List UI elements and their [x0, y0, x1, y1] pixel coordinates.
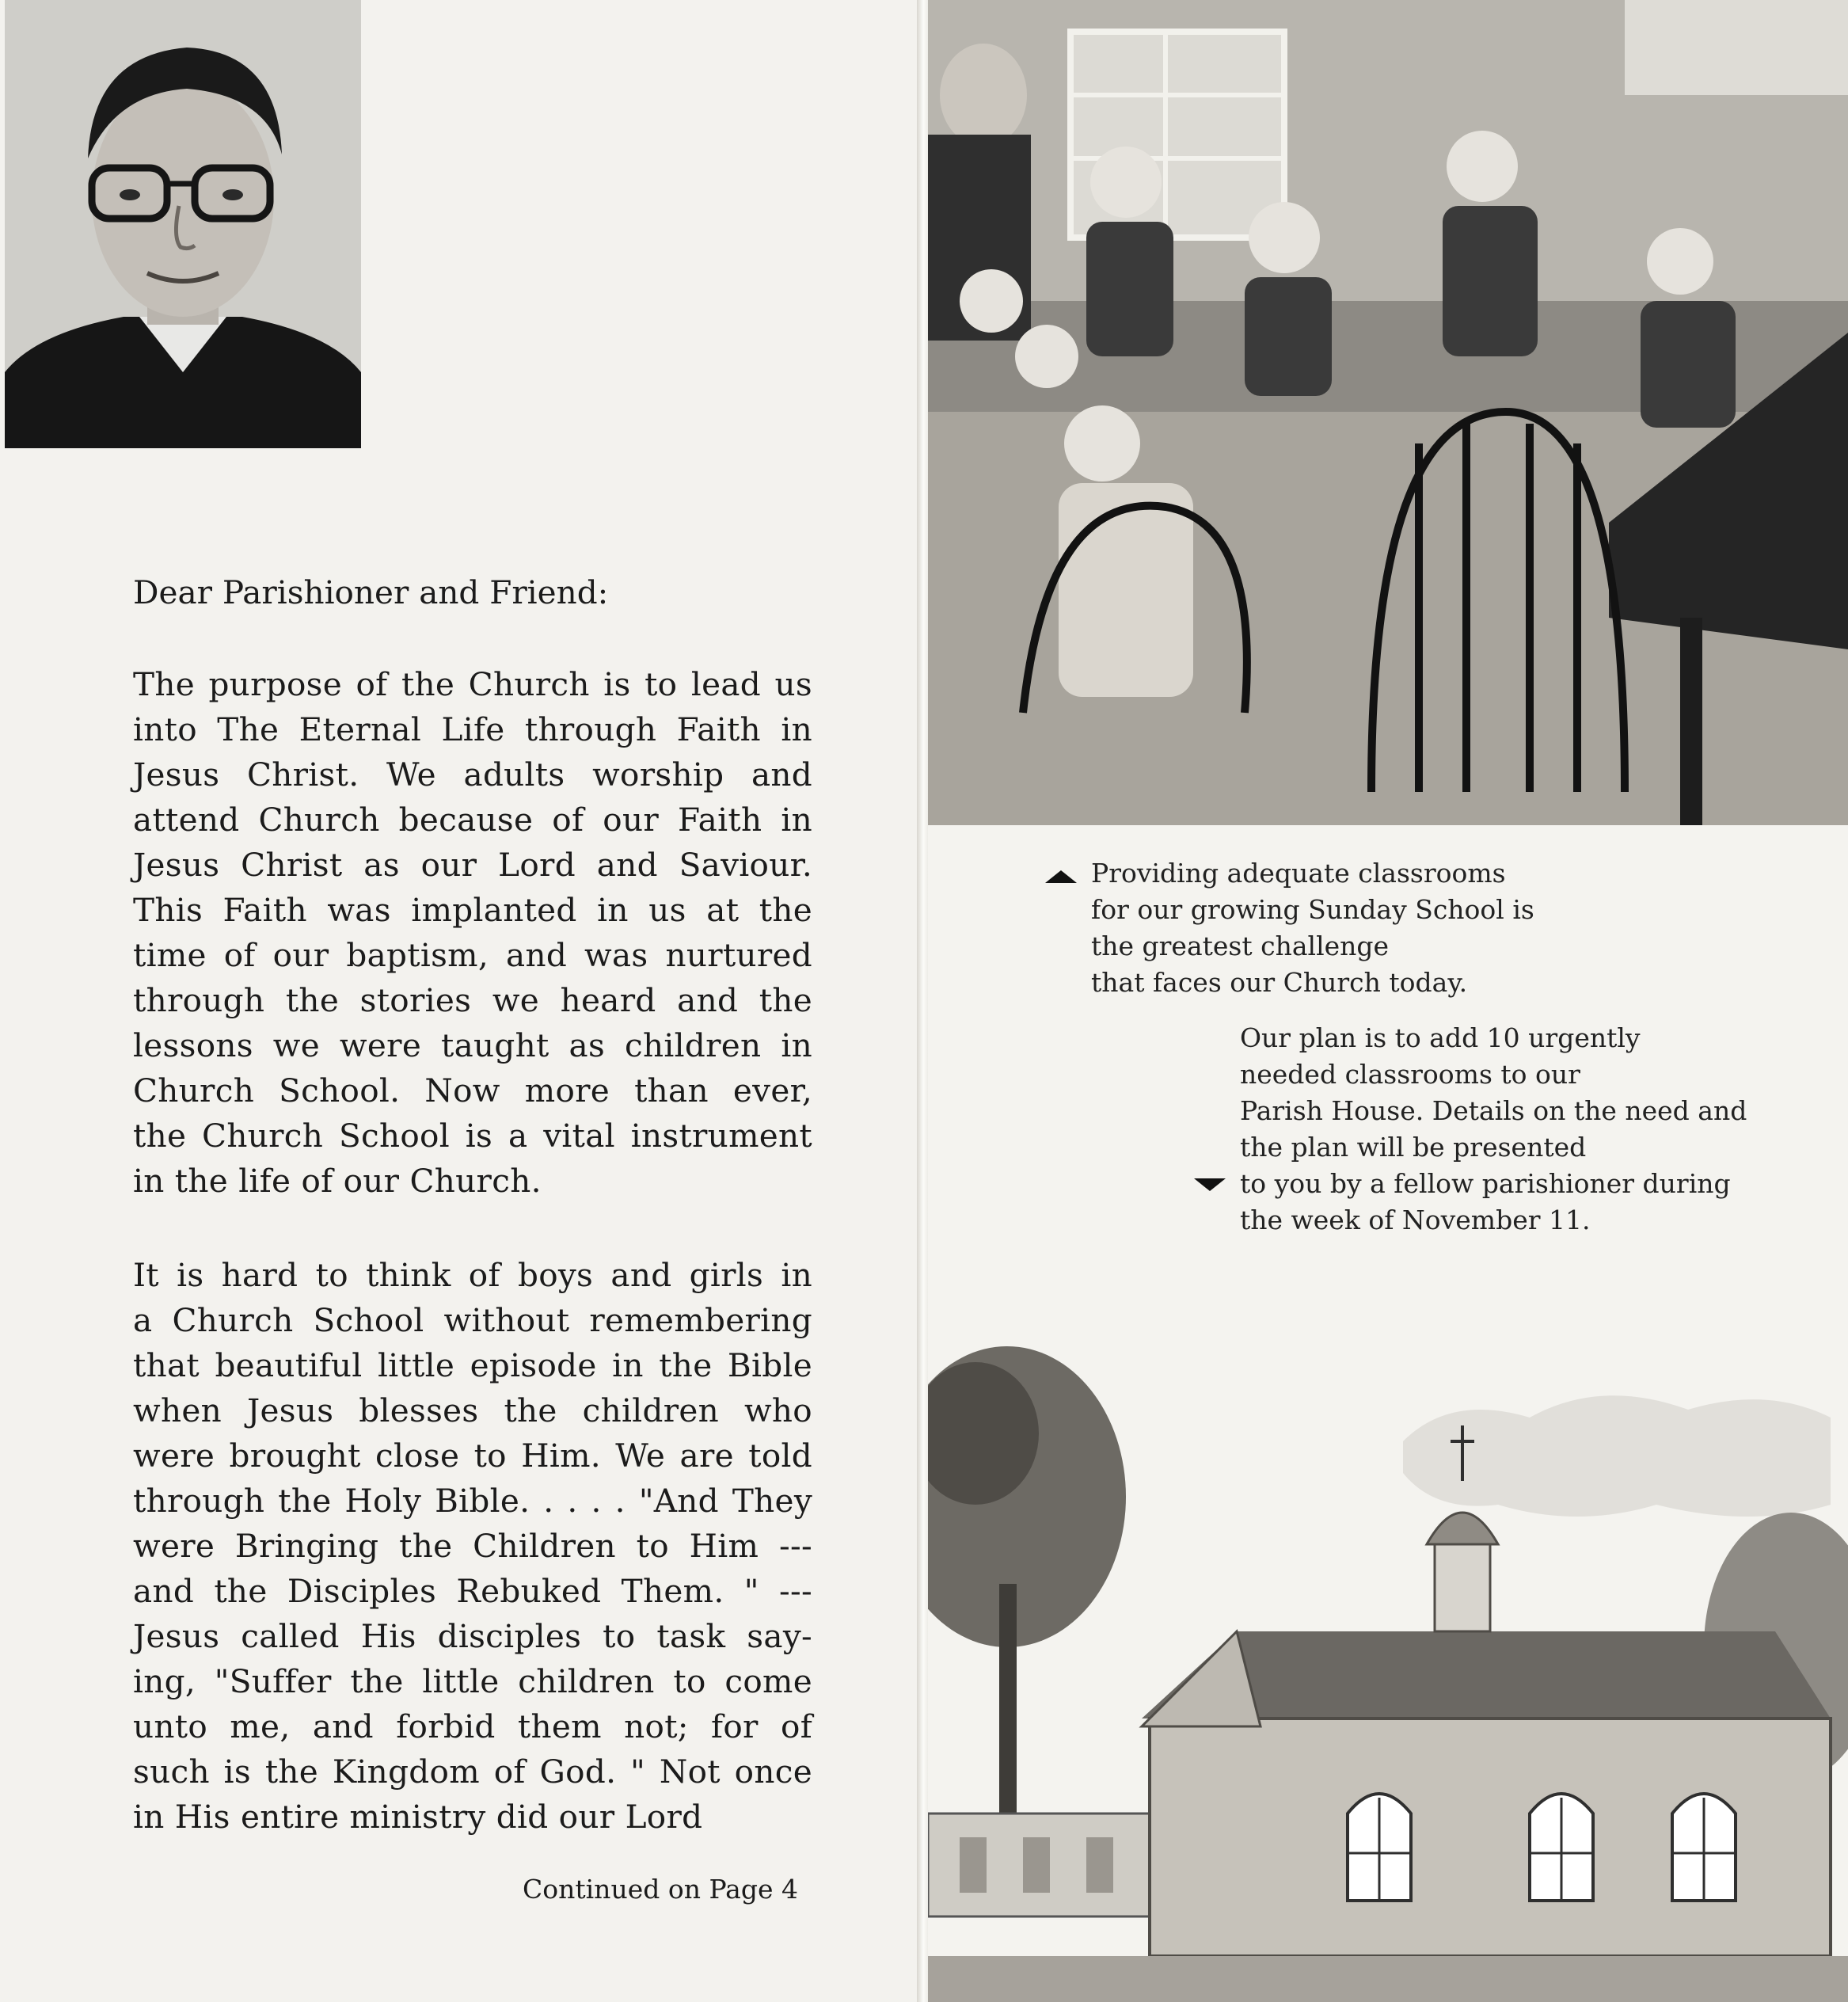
- letter-line: in His entire ministry did our Lord: [133, 1798, 703, 1836]
- letter-line: were brought close to Him. We are told: [133, 1437, 812, 1475]
- caption-line: the plan will be presented: [1240, 1132, 1587, 1163]
- letter-line: when Jesus blesses the children who: [133, 1391, 812, 1429]
- classroom-caption: [1091, 855, 1582, 1001]
- letter-line: lessons we were taught as children in: [133, 1026, 812, 1064]
- letter-line: time of our baptism, and was nurtured: [133, 936, 812, 974]
- letter-line: into The Eternal Life through Faith in: [133, 710, 812, 748]
- pastor-portrait-photo: [5, 0, 361, 448]
- letter-line: This Faith was implanted in us at the: [133, 891, 812, 929]
- caption-line: the greatest challenge: [1091, 931, 1390, 961]
- letter-salutation: Dear Parishioner and Friend:: [133, 573, 609, 611]
- letter-line: in the life of our Church.: [133, 1162, 542, 1200]
- letter-paragraph-1: [133, 662, 812, 1204]
- letter-line: Jesus Christ as our Lord and Saviour.: [133, 846, 812, 884]
- letter-line: were Bringing the Children to Him ---: [133, 1527, 812, 1565]
- letter-line: the Church School is a vital instrument: [133, 1117, 812, 1155]
- letter-line: The purpose of the Church is to lead us: [133, 665, 812, 703]
- letter-line: that beautiful little episode in the Bible: [133, 1346, 812, 1384]
- plan-caption: [1240, 1020, 1794, 1239]
- right-page: [928, 0, 1848, 2002]
- arrow-down-icon: [1194, 1178, 1226, 1191]
- letter-line: Jesus called His disciples to task say-: [133, 1617, 812, 1655]
- letter-line: such is the Kingdom of God. " Not once: [133, 1753, 812, 1791]
- continued-note: Continued on Page 4: [523, 1874, 798, 1905]
- letter-line: It is hard to think of boys and girls in: [133, 1256, 812, 1294]
- letter-line: through the Holy Bible. . . . . "And They: [133, 1482, 812, 1520]
- caption-line: for our growing Sunday School is: [1091, 894, 1534, 925]
- caption-line: Parish House. Details on the need and: [1240, 1095, 1747, 1126]
- letter-line: attend Church because of our Faith in: [133, 801, 812, 839]
- letter-line: through the stories we heard and the: [133, 981, 812, 1019]
- letter-line: Church School. Now more than ever,: [133, 1071, 812, 1109]
- caption-line: Our plan is to add 10 urgently: [1240, 1022, 1641, 1053]
- caption-line: needed classrooms to our: [1240, 1059, 1580, 1090]
- arrow-up-icon: [1045, 870, 1077, 883]
- letter-line: and the Disciples Rebuked Them. " ---: [133, 1572, 812, 1610]
- sunday-school-classroom-photo: [928, 0, 1848, 825]
- letter-line: Jesus Christ. We adults worship and: [133, 756, 812, 794]
- caption-line: Providing adequate classrooms: [1091, 858, 1506, 889]
- letter-line: a Church School without remembering: [133, 1301, 812, 1339]
- left-page: [0, 0, 918, 2002]
- caption-line: that faces our Church today.: [1091, 967, 1468, 998]
- letter-line: unto me, and forbid them not; for of: [133, 1707, 812, 1745]
- caption-line: the week of November 11.: [1240, 1205, 1591, 1235]
- caption-line: to you by a fellow parishioner during: [1240, 1168, 1731, 1199]
- parish-house-drawing: [928, 1346, 1848, 2002]
- letter-paragraph-2: [133, 1253, 812, 1840]
- letter-line: ing, "Suffer the little children to come: [133, 1662, 812, 1700]
